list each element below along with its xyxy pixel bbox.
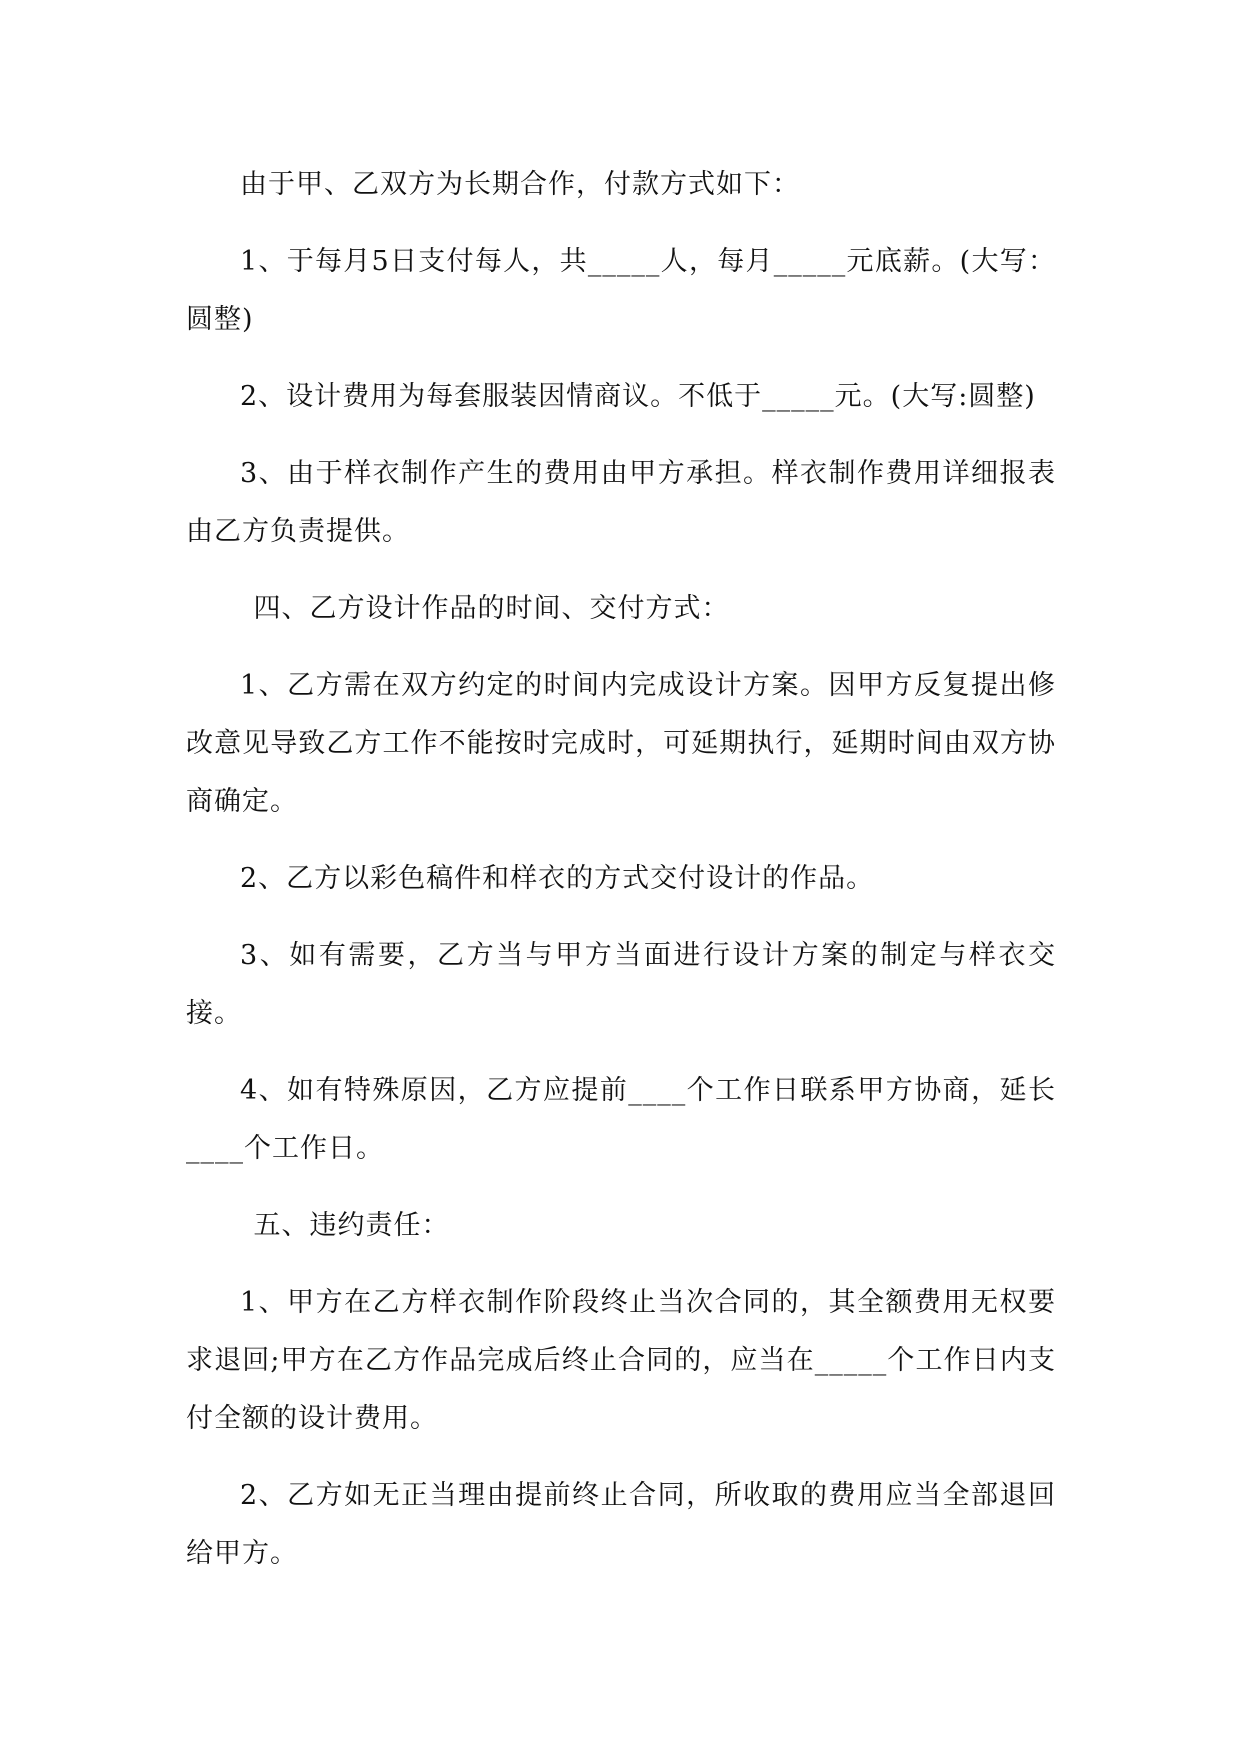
- delivery-clause-1: 1、乙方需在双方约定的时间内完成设计方案。因甲方反复提出修改意见导致乙方工作不能按时完成时，可延期执行，延期时间由双方协商确定。: [186, 670, 1056, 817]
- liability-clause-1: 1、甲方在乙方样衣制作阶段终止当次合同的，其全额费用无权要求退回;甲方在乙方作品完成后终止合同的，应当在_____个工作日内支付全额的设计费用。: [186, 1287, 1056, 1434]
- delivery-clause-3: 3、如有需要，乙方当与甲方当面进行设计方案的制定与样衣交接。: [186, 940, 1056, 1029]
- payment-intro: 由于甲、乙双方为长期合作，付款方式如下：: [240, 169, 800, 200]
- document-body: [186, 156, 1056, 1602]
- payment-clause-3: 3、由于样衣制作产生的费用由甲方承担。样衣制作费用详细报表由乙方负责提供。: [186, 458, 1056, 547]
- section-heading-liability: 五、违约责任：: [253, 1210, 450, 1241]
- liability-clause-2: 2、乙方如无正当理由提前终止合同，所收取的费用应当全部退回给甲方。: [186, 1480, 1056, 1569]
- payment-clause-1: 1、于每月5日支付每人，共_____人，每月_____元底薪。(大写：圆整): [186, 246, 1056, 335]
- delivery-clause-2: 2、乙方以彩色稿件和样衣的方式交付设计的作品。: [240, 863, 875, 894]
- delivery-clause-4: 4、如有特殊原因，乙方应提前____个工作日联系甲方协商，延长____个工作日。: [186, 1075, 1056, 1164]
- payment-clause-2: 2、设计费用为每套服装因情商议。不低于_____元。(大写:圆整): [240, 381, 1036, 412]
- section-heading-delivery: 四、乙方设计作品的时间、交付方式：: [253, 593, 730, 624]
